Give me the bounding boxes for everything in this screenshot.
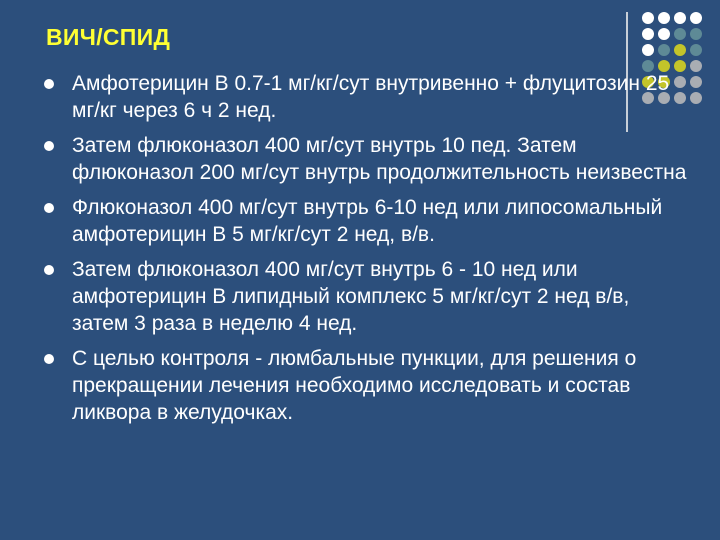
decorative-dot bbox=[658, 12, 670, 24]
decorative-dot bbox=[690, 60, 702, 72]
decorative-dot bbox=[690, 12, 702, 24]
bullet-text: С целью контроля - люмбальные пункции, для решения о прекращении лечения необходимо исследовать и состав ликвора в желудочках. bbox=[72, 347, 637, 424]
bullet-list bbox=[40, 70, 690, 434]
decorative-dot bbox=[642, 12, 654, 24]
bullet-text: Амфотерицин В 0.7-1 мг/кг/сут внутривенно + флуцитозин 25 мг/кг через 6 ч 2 нед. bbox=[72, 72, 670, 122]
bullet-item bbox=[40, 345, 690, 426]
decorative-dot bbox=[658, 28, 670, 40]
decorative-dot bbox=[690, 44, 702, 56]
bullet-icon bbox=[44, 141, 54, 151]
decorative-dot bbox=[674, 44, 686, 56]
slide-title: ВИЧ/СПИД bbox=[46, 24, 171, 50]
bullet-item bbox=[40, 70, 690, 124]
decorative-dot bbox=[690, 76, 702, 88]
bullet-icon bbox=[44, 354, 54, 364]
bullet-text: Затем флюконазол 400 мг/сут внутрь 6 - 10 нед или амфотерицин В липидный комплекс 5 мг/кг/сут 2 нед в/в, затем 3 раза в неделю 4 нед. bbox=[72, 258, 630, 335]
bullet-text: Флюконазол 400 мг/сут внутрь 6-10 нед или липосомальный амфотерицин В 5 мг/кг/сут 2 нед, в/в. bbox=[72, 196, 663, 246]
bullet-icon bbox=[44, 265, 54, 275]
decorative-dot bbox=[642, 44, 654, 56]
decorative-dot bbox=[658, 44, 670, 56]
bullet-text: Затем флюконазол 400 мг/сут внутрь 10 пед. Затем флюконазол 200 мг/сут внутрь продолжительность неизвестна bbox=[72, 134, 687, 184]
decorative-dot bbox=[642, 28, 654, 40]
bullet-icon bbox=[44, 79, 54, 89]
decorative-dot bbox=[690, 28, 702, 40]
decorative-dot bbox=[690, 92, 702, 104]
decorative-dot bbox=[674, 28, 686, 40]
bullet-icon bbox=[44, 203, 54, 213]
decorative-dot bbox=[674, 12, 686, 24]
bullet-item bbox=[40, 256, 690, 337]
bullet-item bbox=[40, 132, 690, 186]
bullet-item bbox=[40, 194, 690, 248]
